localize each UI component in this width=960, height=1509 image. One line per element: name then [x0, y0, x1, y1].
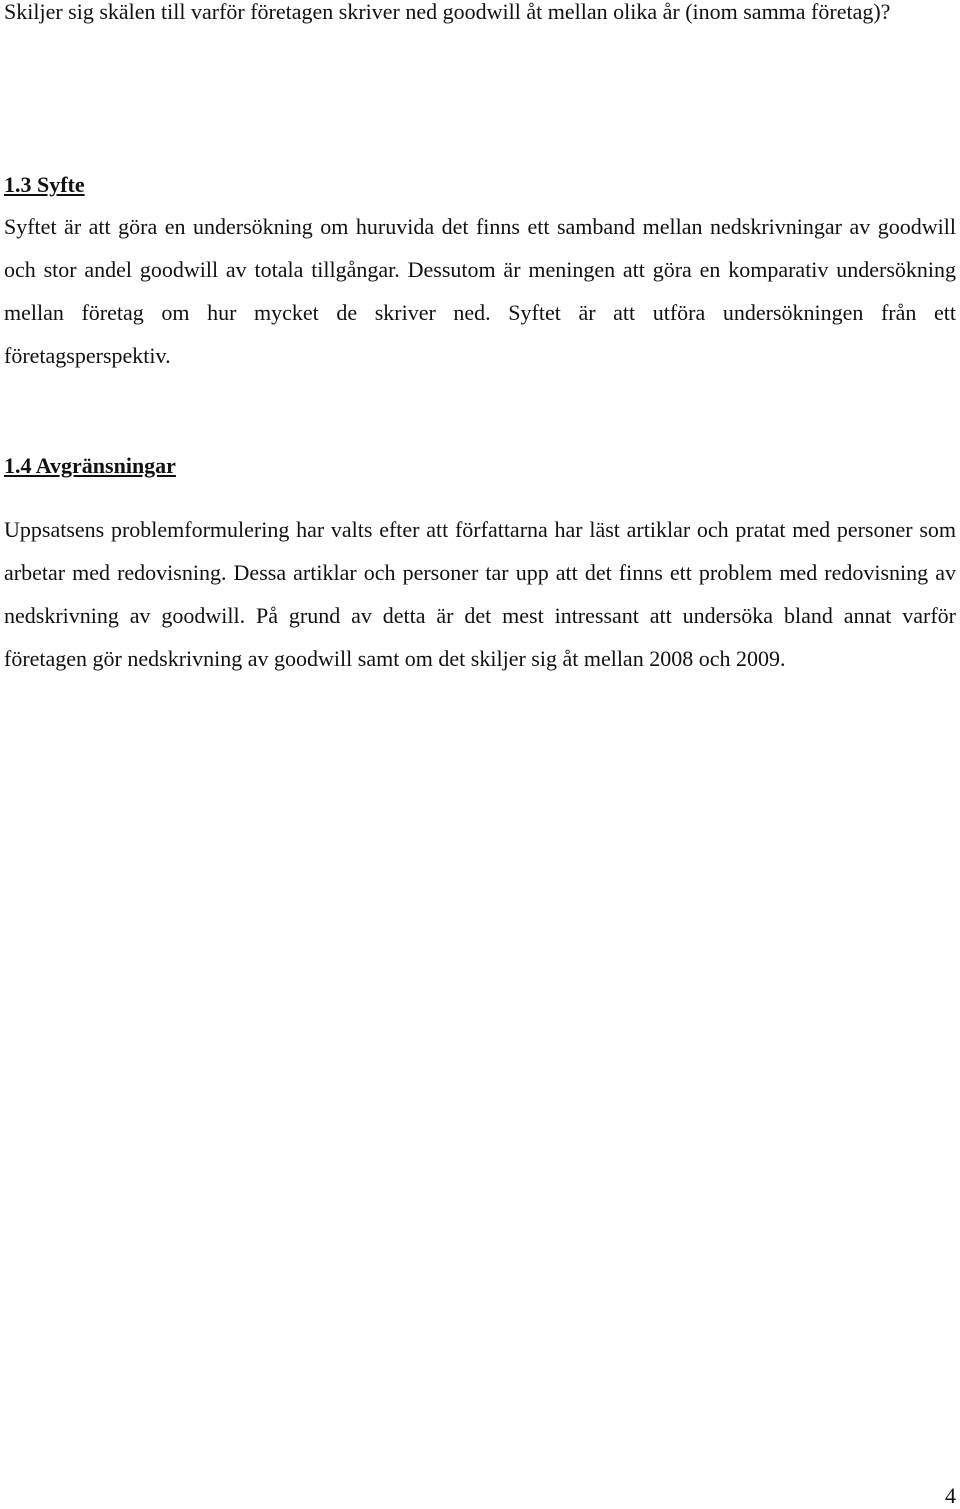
document-page: [4, 0, 956, 1509]
section-body-syfte-block: [4, 205, 956, 377]
section-heading-syfte: 1.3 Syfte: [4, 172, 85, 197]
section-heading-avgransningar-block: [4, 451, 956, 481]
page-number: 4: [945, 1483, 956, 1508]
section-body-avgransningar: Uppsatsens problemformulering har valts efter att författarna har läst artiklar och pratat med personer som arbetar med redovisning. Dessa artiklar och personer tar upp att det finns ett problem med redovisning av nedskrivning av goodwill. På grund av detta är det mest intressant att undersöka bland annat varför företagen gör nedskrivning av goodwill samt om det skiljer sig åt mellan 2008 och 2009.: [4, 517, 956, 671]
section-body-syfte: Syftet är att göra en undersökning om huruvida det finns ett samband mellan nedskrivningar av goodwill och stor andel goodwill av totala tillgångar. Dessutom är meningen att göra en komparativ undersökning mellan företag om hur mycket de skriver ned. Syftet är att utföra undersökningen från ett företagsperspektiv.: [4, 214, 956, 368]
section-heading-avgransningar: 1.4 Avgränsningar: [4, 453, 176, 478]
intro-question-text: Skiljer sig skälen till varför företagen skriver ned goodwill åt mellan olika år (inom samma företag)?: [4, 0, 891, 24]
section-body-avgransningar-block: [4, 508, 956, 680]
intro-question-block: [4, 0, 956, 26]
section-heading-syfte-block: [4, 170, 956, 200]
